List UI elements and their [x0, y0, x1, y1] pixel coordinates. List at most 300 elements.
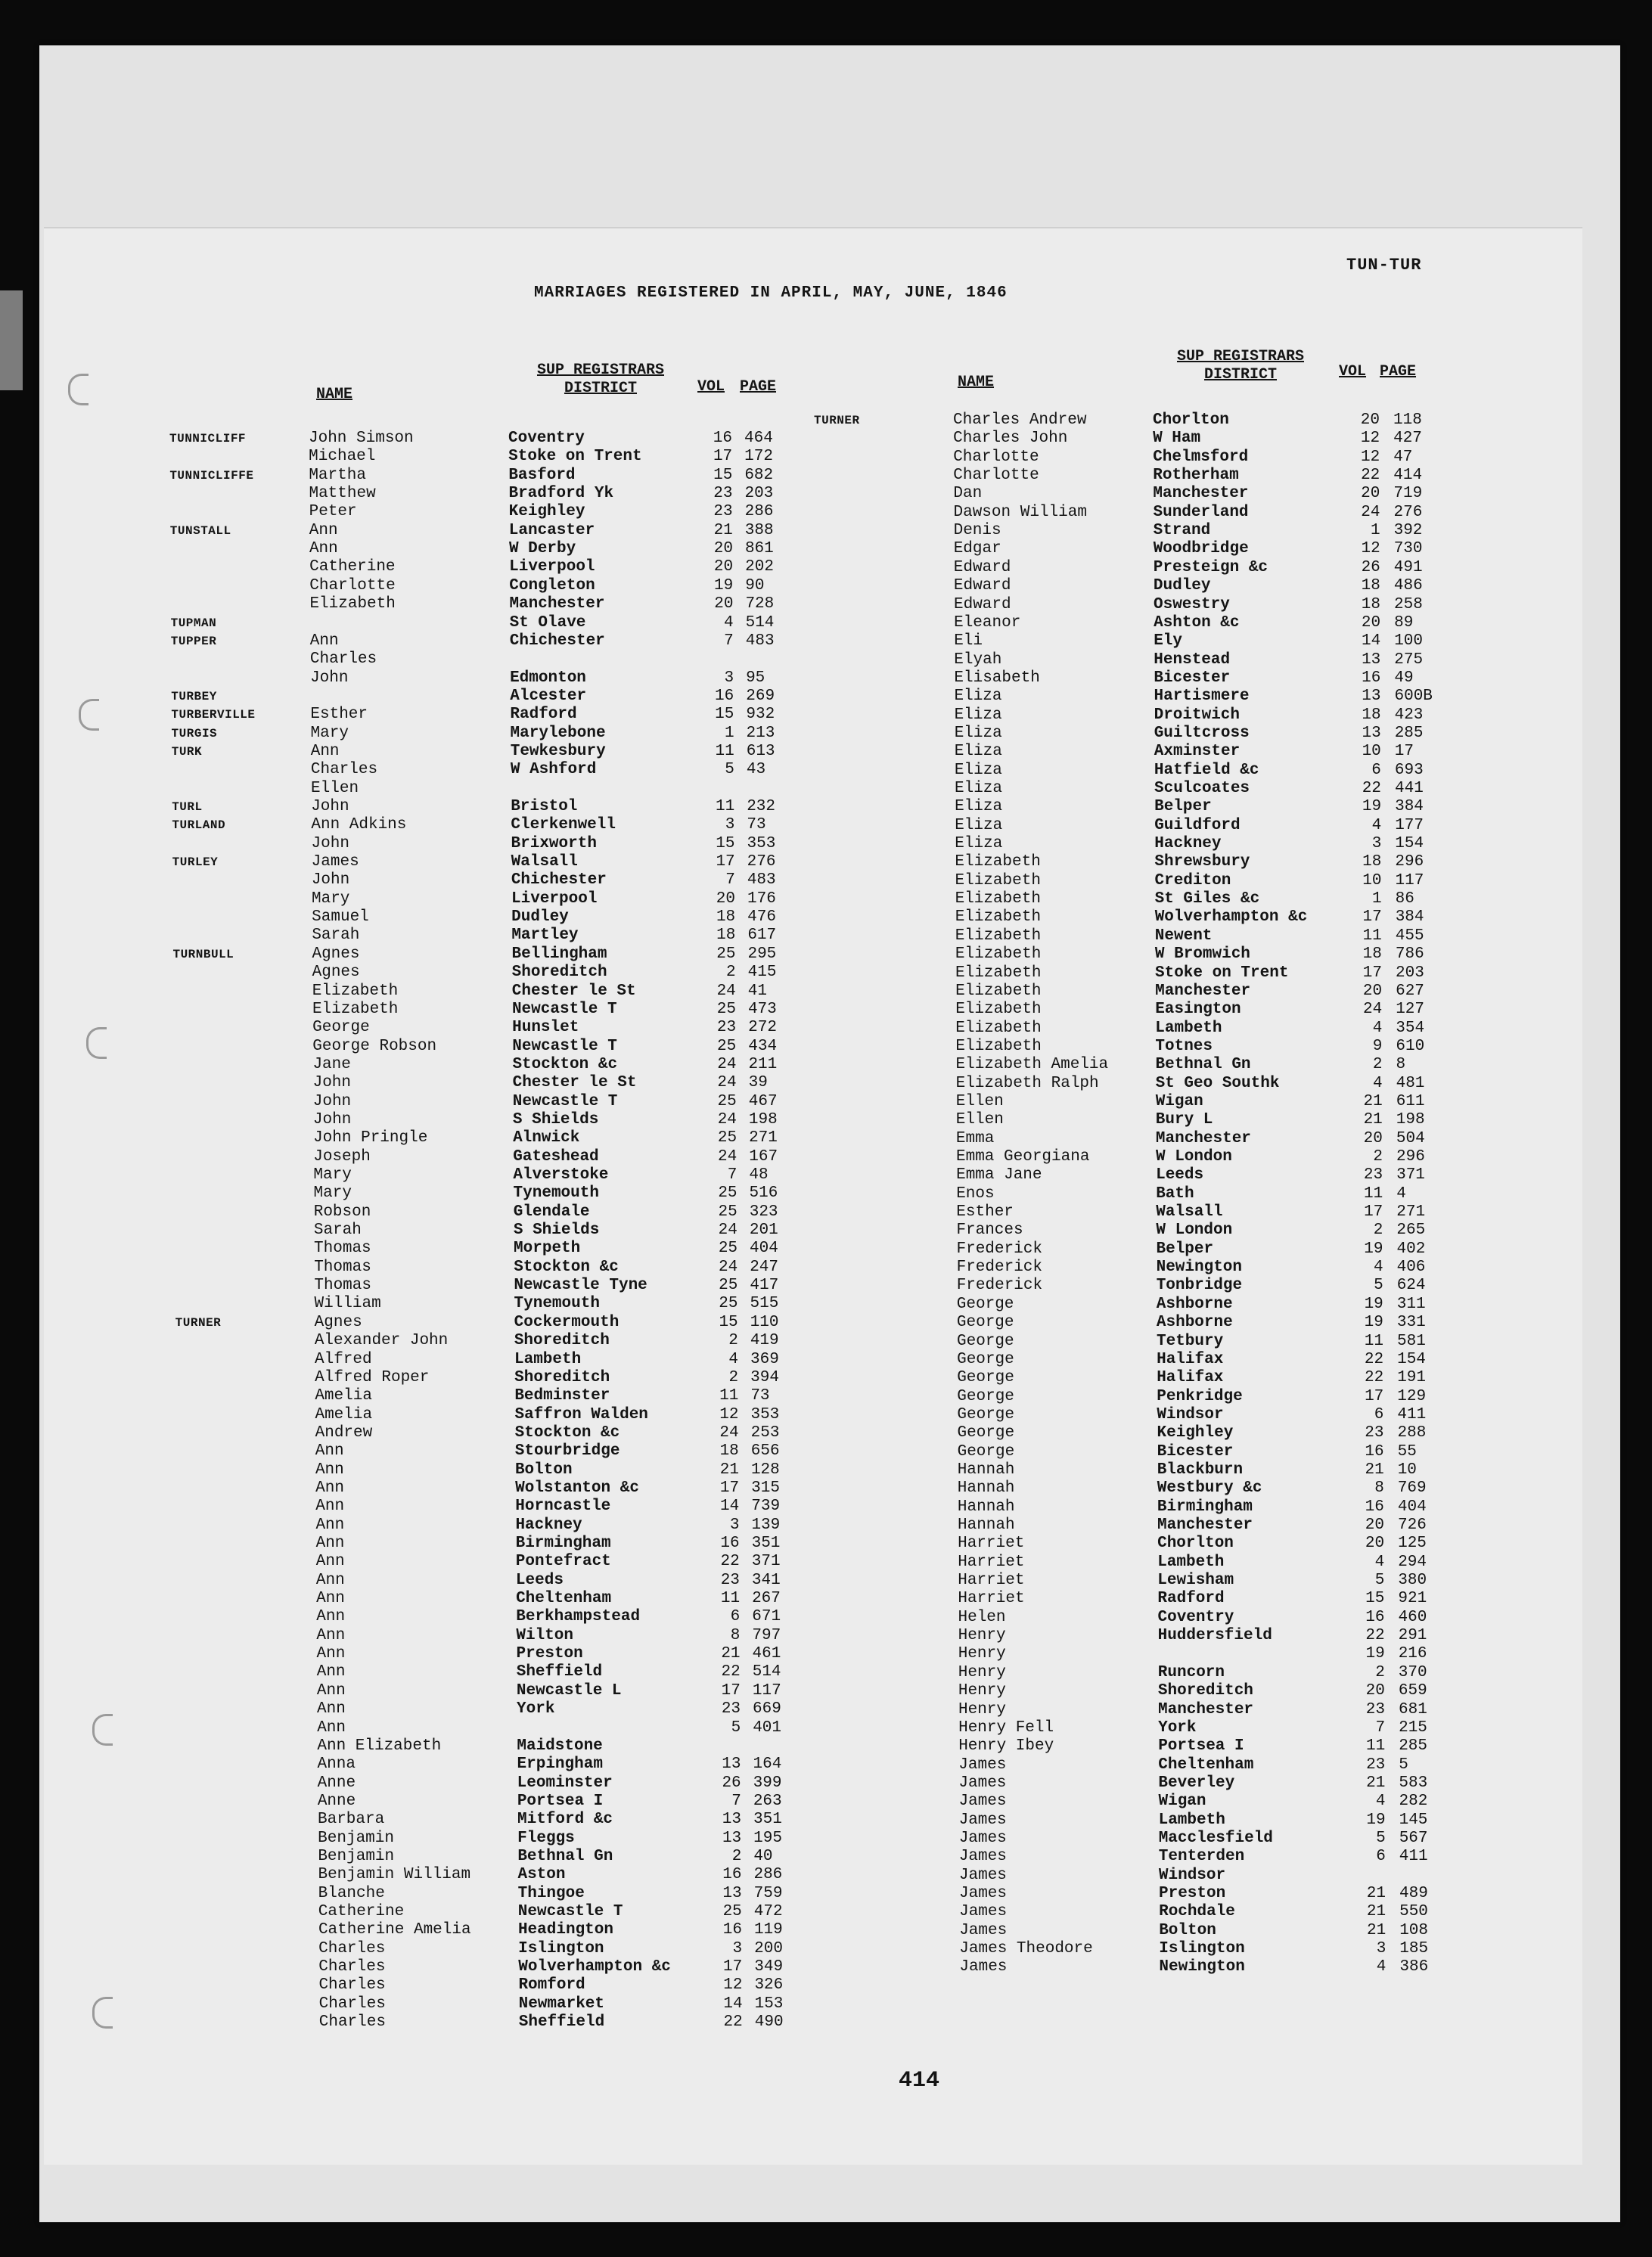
entry-page: 201	[749, 1222, 778, 1240]
entry-district: Strand	[1153, 522, 1211, 540]
entry-page: 693	[1394, 761, 1424, 779]
entry-district: Penkridge	[1157, 1387, 1243, 1405]
entry-district: Bradford Yk	[508, 485, 614, 503]
entry-page: 8	[1396, 1056, 1406, 1074]
entry-volume: 4	[1371, 816, 1382, 834]
entry-page: 286	[744, 503, 774, 521]
entry-volume: 21	[713, 521, 733, 539]
index-entry	[815, 725, 1496, 743]
entry-district: Chelmsford	[1153, 448, 1249, 466]
entry-page: 394	[750, 1368, 779, 1386]
entry-volume: 20	[713, 540, 733, 558]
index-entry	[816, 1020, 1497, 1038]
entry-district: Lambeth	[1158, 1811, 1225, 1829]
index-entry	[818, 1369, 1498, 1387]
entry-volume: 21	[1366, 1921, 1386, 1939]
entry-district: Westbury &c	[1157, 1479, 1262, 1498]
entry-page: 464	[744, 430, 773, 447]
entry-given-name: Alexander John	[314, 1332, 449, 1350]
entry-volume: 18	[1361, 595, 1380, 613]
index-entry	[179, 1958, 860, 1976]
entry-volume: 21	[1365, 1461, 1384, 1479]
index-entry	[818, 1590, 1499, 1608]
entry-given-name: Ann	[315, 1516, 345, 1534]
entry-volume: 22	[1364, 1350, 1384, 1368]
index-entry	[177, 1608, 858, 1626]
entry-page: 17	[1394, 743, 1414, 761]
entry-volume: 18	[716, 927, 736, 945]
entry-volume: 18	[1362, 853, 1382, 871]
entry-given-name: Anna	[317, 1756, 356, 1774]
entry-page: 216	[1398, 1645, 1427, 1663]
entry-given-name: Elizabeth	[955, 908, 1042, 927]
entry-given-name: Frederick	[956, 1277, 1043, 1295]
index-entry	[819, 1701, 1500, 1719]
entry-given-name: Emma	[955, 1129, 995, 1147]
entry-district: Preston	[1159, 1885, 1226, 1902]
entry-volume: 19	[1364, 1240, 1383, 1258]
entry-district: Tynemouth	[514, 1295, 600, 1313]
entry-volume: 12	[723, 1976, 743, 1995]
entry-page: 315	[751, 1479, 780, 1497]
entry-volume: 16	[722, 1866, 742, 1884]
entry-district: S Shields	[512, 1110, 599, 1128]
entry-page: 473	[747, 1000, 777, 1018]
entry-given-name: Ann	[315, 1571, 345, 1589]
entry-volume: 14	[1361, 632, 1381, 650]
index-entry	[175, 1184, 856, 1203]
entry-district: Newcastle T	[512, 1092, 618, 1110]
entry-given-name: James	[958, 1774, 1007, 1792]
entry-district: Leominster	[517, 1774, 613, 1792]
entry-page: 483	[747, 871, 776, 889]
entry-page: 490	[754, 2013, 784, 2032]
entry-volume: 20	[716, 889, 735, 908]
entry-given-name: Elizabeth	[955, 982, 1042, 1000]
entry-district: York	[517, 1700, 555, 1718]
index-entry	[175, 1295, 856, 1313]
entry-volume: 5	[1374, 1277, 1383, 1295]
entry-page: 331	[1396, 1314, 1426, 1332]
entry-page: 247	[750, 1258, 778, 1276]
entry-volume: 18	[1362, 945, 1382, 964]
index-entry	[814, 411, 1495, 430]
entry-district: Newcastle T	[511, 1000, 617, 1018]
entry-page: 610	[1396, 1037, 1425, 1055]
index-entry	[820, 1940, 1501, 1958]
entry-given-name: Benjamin	[318, 1847, 395, 1865]
entry-volume: 23	[1366, 1756, 1386, 1774]
entry-given-name: Henry	[958, 1663, 1006, 1681]
entry-page: 202	[745, 558, 774, 576]
entry-volume: 23	[1363, 1166, 1383, 1184]
index-entry	[169, 467, 850, 485]
entry-district: Clerkenwell	[511, 816, 616, 834]
entry-page: 172	[744, 448, 773, 466]
entry-surname: TUNNICLIFF	[169, 432, 247, 446]
index-entry	[818, 1443, 1499, 1461]
entry-given-name: Elisabeth	[954, 669, 1040, 687]
entry-given-name: Elizabeth	[955, 853, 1041, 871]
entry-volume: 14	[720, 1498, 740, 1516]
index-entry	[173, 964, 854, 982]
entry-page: 481	[1396, 1074, 1425, 1092]
index-entry	[176, 1461, 857, 1479]
entry-volume: 17	[1362, 964, 1382, 982]
entry-district: Newington	[1159, 1958, 1245, 1976]
entry-page: 125	[1398, 1535, 1427, 1553]
entry-page: 669	[753, 1700, 781, 1718]
index-entry	[818, 1406, 1498, 1424]
entry-district: Ashborne	[1156, 1295, 1233, 1313]
index-entry	[175, 1314, 856, 1332]
entry-given-name: James	[958, 1866, 1007, 1884]
index-entry	[177, 1590, 858, 1608]
entry-page: 489	[1399, 1885, 1428, 1902]
entry-page: 411	[1399, 1848, 1428, 1866]
index-entry	[818, 1240, 1498, 1259]
entry-district: Tenterden	[1158, 1848, 1245, 1866]
index-entry	[815, 669, 1495, 688]
entry-volume: 17	[1364, 1203, 1383, 1222]
entry-volume: 25	[718, 1203, 738, 1221]
index-entry	[179, 1903, 860, 1921]
entry-district: Portsea I	[517, 1792, 604, 1810]
entry-volume: 26	[1361, 558, 1380, 576]
entry-district: Wolverhampton &c	[1154, 908, 1308, 927]
index-entry	[820, 1885, 1501, 1903]
entry-given-name: Ann	[315, 1479, 344, 1497]
index-entry	[177, 1553, 858, 1571]
entry-page: 203	[744, 485, 774, 503]
entry-district: Hunslet	[512, 1019, 579, 1037]
entry-given-name: Peter	[309, 503, 357, 521]
index-entry	[820, 1958, 1501, 1976]
entry-district: Windsor	[1158, 1866, 1226, 1884]
entry-page: 286	[753, 1866, 783, 1884]
entry-page: 127	[1396, 1001, 1424, 1019]
index-entry	[818, 1424, 1499, 1442]
entry-volume: 12	[1360, 430, 1380, 448]
entry-page: 296	[1395, 853, 1424, 871]
index-entry	[172, 743, 852, 761]
entry-volume: 16	[1365, 1608, 1385, 1626]
entry-page: 861	[744, 540, 774, 558]
entry-volume: 1	[1371, 890, 1382, 908]
entry-volume: 25	[722, 1903, 742, 1920]
entry-district: Horncastle	[515, 1498, 611, 1516]
entry-page: 514	[752, 1663, 781, 1681]
entry-page: 145	[1399, 1811, 1428, 1829]
entry-given-name: Frances	[956, 1222, 1023, 1240]
entry-surname: TUPMAN	[170, 616, 217, 630]
entry-volume: 11	[1364, 1332, 1383, 1350]
entry-district: Islington	[518, 1939, 604, 1957]
index-entry	[817, 1093, 1498, 1111]
entry-volume: 13	[722, 1884, 742, 1902]
index-entry	[170, 558, 851, 576]
entry-page: 739	[751, 1498, 781, 1516]
entry-page: 47	[1393, 448, 1413, 466]
entry-given-name: George	[956, 1314, 1014, 1332]
index-entry	[170, 522, 851, 540]
entry-page: 411	[1397, 1405, 1427, 1423]
entry-page: 139	[751, 1516, 781, 1534]
entry-given-name: Agnes	[312, 945, 360, 963]
index-entry	[171, 706, 852, 724]
entry-volume: 18	[716, 908, 736, 927]
entry-given-name: Ann	[310, 742, 340, 760]
entry-district: Windsor	[1157, 1405, 1224, 1423]
entry-given-name: Charlotte	[953, 467, 1039, 485]
index-entry	[815, 853, 1496, 871]
entry-volume: 3	[1371, 835, 1382, 853]
entry-given-name: Ellen	[311, 779, 359, 797]
entry-district: Liverpool	[509, 558, 595, 576]
entry-volume: 24	[1362, 1001, 1383, 1019]
index-entry	[172, 835, 853, 853]
entry-volume: 22	[720, 1553, 740, 1571]
entry-given-name: George Robson	[312, 1037, 437, 1055]
index-entry	[172, 798, 852, 816]
entry-volume: 4	[1376, 1958, 1386, 1976]
entry-district: Radford	[510, 706, 577, 724]
entry-volume: 15	[719, 1313, 738, 1331]
entry-given-name: Ann	[315, 1535, 345, 1552]
entry-volume: 2	[1372, 1056, 1383, 1074]
entry-volume: 25	[717, 1037, 737, 1055]
entry-volume: 13	[722, 1811, 741, 1829]
entry-page: 128	[750, 1461, 780, 1479]
index-entry	[174, 1111, 855, 1129]
entry-page: 656	[750, 1442, 780, 1461]
entry-given-name: George	[957, 1350, 1014, 1368]
entry-district: S Shields	[513, 1222, 600, 1240]
entry-given-name: Elyah	[954, 650, 1002, 669]
entry-volume: 20	[1360, 411, 1380, 429]
entry-volume: 16	[1362, 669, 1381, 687]
entry-page: 370	[1398, 1663, 1427, 1681]
index-entry	[815, 559, 1495, 577]
entry-volume: 16	[1365, 1442, 1384, 1461]
entry-given-name: George	[957, 1424, 1015, 1442]
entry-given-name: George	[957, 1405, 1015, 1423]
entry-district: Hackney	[1154, 835, 1222, 853]
entry-page: 349	[754, 1958, 784, 1976]
entry-district: Dudley	[1153, 577, 1211, 595]
entry-volume: 17	[719, 1479, 740, 1497]
entry-district: Axminster	[1154, 743, 1241, 761]
entry-volume: 25	[719, 1277, 738, 1295]
entry-district: Ashton &c	[1154, 613, 1240, 632]
entry-district: Tewkesbury	[510, 742, 606, 760]
entry-page: 108	[1399, 1921, 1428, 1939]
index-entry	[815, 540, 1495, 558]
index-entry	[818, 1479, 1499, 1498]
entry-volume: 4	[1373, 1259, 1383, 1277]
entry-volume: 24	[717, 1110, 737, 1128]
entry-volume: 2	[728, 1368, 739, 1386]
index-entry	[815, 522, 1495, 540]
entry-district: Alverstoke	[513, 1166, 609, 1184]
entry-district: Sheffield	[518, 2013, 605, 2032]
entry-volume: 7	[1375, 1718, 1386, 1737]
entry-page: 89	[1394, 613, 1414, 632]
entry-page: 258	[1394, 595, 1423, 613]
entry-page: 406	[1396, 1259, 1426, 1277]
entry-given-name: Charles	[318, 1995, 386, 2013]
index-entry	[818, 1572, 1499, 1590]
entry-volume: 18	[1361, 577, 1380, 595]
entry-district: Dudley	[511, 908, 569, 927]
index-entry	[170, 503, 851, 521]
entry-volume: 17	[1362, 908, 1382, 927]
entry-given-name: Henry Fell	[958, 1718, 1054, 1737]
entry-page: 384	[1395, 798, 1424, 816]
entry-district: Hartismere	[1154, 688, 1250, 706]
entry-given-name: James	[958, 1811, 1007, 1829]
entry-page: 39	[748, 1074, 768, 1092]
entry-given-name: Esther	[956, 1203, 1014, 1222]
entry-page: 404	[1397, 1498, 1427, 1516]
entry-page: 719	[1393, 485, 1423, 503]
entry-volume: 19	[714, 576, 734, 595]
entry-volume: 2	[726, 964, 736, 982]
index-entry	[817, 1111, 1498, 1129]
entry-given-name: Ann Elizabeth	[317, 1737, 442, 1755]
entry-given-name: Ann	[315, 1498, 345, 1516]
entry-given-name: Eliza	[954, 724, 1002, 742]
entry-page: 581	[1397, 1332, 1426, 1350]
entry-page: 4	[1396, 1184, 1406, 1203]
entry-page: 627	[1396, 982, 1424, 1000]
index-entry	[819, 1756, 1500, 1774]
entry-given-name: George	[957, 1442, 1015, 1461]
entry-page: 472	[753, 1903, 783, 1920]
entry-volume: 23	[713, 503, 733, 521]
entry-given-name: Alfred	[315, 1350, 372, 1368]
index-entry	[177, 1535, 858, 1553]
entry-page: 434	[748, 1037, 778, 1055]
entry-volume: 5	[1376, 1829, 1386, 1847]
entry-given-name: Andrew	[315, 1423, 373, 1442]
index-entry	[172, 853, 853, 871]
entry-page: 267	[752, 1590, 781, 1608]
entry-given-name: Henry	[958, 1700, 1007, 1718]
entry-district: Brixworth	[511, 834, 597, 852]
index-entry	[179, 1793, 859, 1811]
entry-district: Shoreditch	[1157, 1682, 1253, 1700]
entry-page: 514	[745, 613, 775, 632]
index-entry	[817, 1148, 1498, 1166]
entry-district: Ely	[1154, 632, 1182, 650]
entry-page: 48	[749, 1166, 769, 1184]
entry-page: 921	[1398, 1590, 1427, 1608]
entry-page: 285	[1399, 1737, 1427, 1756]
entry-volume: 21	[1363, 1092, 1383, 1110]
entry-volume: 21	[1366, 1903, 1386, 1921]
entry-volume: 24	[718, 1258, 738, 1276]
index-entry	[176, 1479, 857, 1498]
entry-page: 90	[745, 576, 765, 595]
entry-volume: 4	[723, 613, 734, 632]
entry-page: 198	[748, 1110, 778, 1128]
entry-volume: 19	[1366, 1811, 1386, 1829]
entry-given-name: Ann	[316, 1663, 346, 1681]
entry-volume: 24	[716, 982, 736, 1000]
entry-given-name: Charlotte	[309, 576, 396, 595]
name-column-header: NAME	[958, 374, 995, 391]
entry-given-name: Ann	[315, 1461, 344, 1479]
index-entry	[815, 762, 1496, 780]
entry-district: Congleton	[509, 576, 595, 595]
entry-given-name: Harriet	[958, 1590, 1025, 1608]
index-entry	[179, 1866, 859, 1884]
entry-volume: 16	[720, 1535, 740, 1552]
index-entry	[818, 1259, 1498, 1277]
entry-volume: 7	[724, 632, 734, 650]
entry-district: Marylebone	[510, 724, 606, 742]
entry-page: 583	[1399, 1774, 1428, 1792]
entry-given-name: Henry Ibey	[958, 1737, 1054, 1756]
index-entry	[179, 1774, 859, 1793]
entry-given-name: Blanche	[318, 1884, 385, 1902]
name-column-header: NAME	[316, 386, 353, 403]
entry-district: Totnes	[1155, 1037, 1213, 1055]
entry-surname: TUNNICLIFFE	[169, 468, 254, 483]
entry-district: Coventry	[1157, 1608, 1234, 1626]
index-entry	[815, 614, 1495, 632]
entry-page: 404	[750, 1240, 778, 1258]
entry-page: 195	[753, 1829, 782, 1847]
index-entry	[178, 1645, 859, 1663]
entry-district: Newent	[1154, 927, 1213, 945]
entry-district: Romford	[518, 1976, 585, 1995]
index-entry	[819, 1645, 1500, 1663]
entry-given-name: Edgar	[953, 540, 1001, 558]
entry-page: 10	[1397, 1461, 1417, 1479]
entry-volume: 23	[720, 1571, 740, 1589]
entry-given-name: John	[310, 669, 349, 687]
entry-district: Wilton	[516, 1626, 574, 1644]
entry-page: 326	[754, 1976, 784, 1995]
index-entry	[814, 430, 1495, 448]
entry-district: Aston	[517, 1866, 566, 1884]
index-entry	[818, 1554, 1499, 1572]
entry-district: W London	[1156, 1222, 1233, 1240]
entry-given-name: Amelia	[315, 1405, 373, 1423]
index-entry	[175, 1240, 856, 1258]
entry-district: Crediton	[1154, 871, 1231, 889]
entry-district: Preston	[516, 1645, 583, 1663]
entry-given-name: John	[312, 1092, 352, 1110]
entry-page: 671	[752, 1608, 781, 1626]
entry-page: 932	[746, 706, 775, 724]
entry-given-name: Eliza	[955, 816, 1003, 834]
entry-district: Chester le St	[511, 982, 636, 1000]
entry-district: W Ham	[1153, 430, 1201, 448]
entry-volume: 11	[719, 1387, 739, 1405]
entry-page: 419	[750, 1332, 779, 1350]
entry-given-name: Agnes	[312, 964, 360, 982]
entry-page: 191	[1397, 1369, 1426, 1387]
entry-given-name: Catherine Amelia	[318, 1921, 471, 1939]
entry-surname: TURBERVILLE	[171, 708, 256, 722]
entry-page: 441	[1395, 780, 1424, 797]
entry-page: 276	[747, 853, 776, 871]
entry-volume: 2	[1373, 1222, 1383, 1240]
entry-district: W London	[1156, 1148, 1232, 1166]
